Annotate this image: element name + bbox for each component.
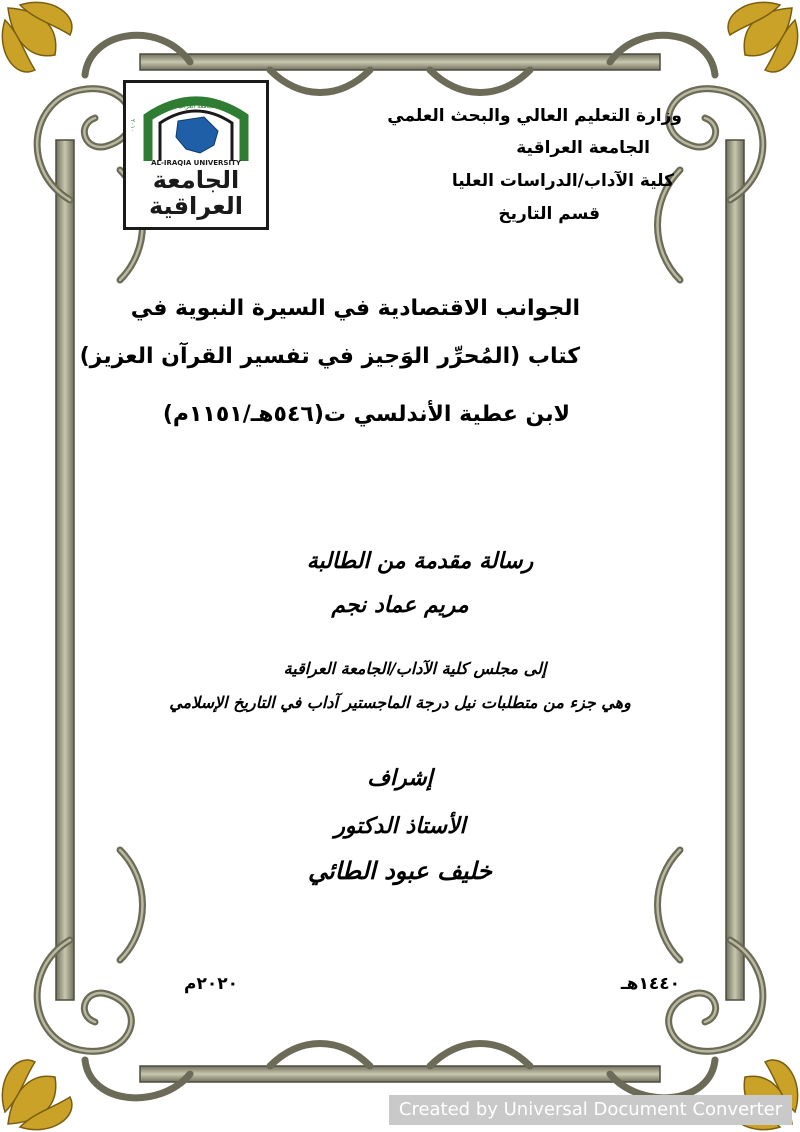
supervisor-rank: الأستاذ الدكتور xyxy=(334,813,466,839)
supervisor-name: خليف عبود الطائي xyxy=(308,856,492,885)
student-name: مريم عماد نجم xyxy=(331,592,469,618)
submission-intro: رسالة مقدمة من الطالبة xyxy=(306,548,534,574)
thesis-title-line3: لابن عطية الأندلسي ت(٥٤٦هـ/١١٥١م) xyxy=(162,402,570,427)
degree-purpose: وهي جزء من متطلبات نيل درجة الماجستير آداب في التاريخ الإسلامي xyxy=(169,693,631,712)
ministry-name: وزارة التعليم العالي والبحث العلمي xyxy=(387,106,682,126)
supervision-label: إشراف xyxy=(367,765,433,791)
department-name: قسم التاريخ xyxy=(498,204,600,224)
logo-year: ٢٠١٠ xyxy=(129,119,136,132)
converter-watermark: Created by Universal Document Converter xyxy=(389,1095,792,1125)
logo-english-name: AL-IRAQIA UNIVERSITY xyxy=(151,159,241,167)
thesis-title-line1: الجوانب الاقتصادية في السيرة النبوية في xyxy=(130,296,580,321)
thesis-title-line2: كتاب (المُحرِّر الوَجيز في تفسير القرآن العزيز) xyxy=(79,344,580,369)
university-name: الجامعة العراقية xyxy=(516,138,650,158)
university-logo xyxy=(123,80,269,230)
hijri-year: ١٤٤٠هـ xyxy=(620,974,680,994)
logo-arabic-line2: العراقية xyxy=(148,192,243,220)
college-name: كلية الآداب/الدراسات العليا xyxy=(451,171,674,191)
logo-arc-text: الجامعة العراقية xyxy=(176,103,216,110)
logo-arabic-line1: الجامعة xyxy=(152,166,240,194)
submitted-to: إلى مجلس كلية الآداب/الجامعة العراقية xyxy=(283,659,547,678)
gregorian-year: ٢٠٢٠م xyxy=(184,974,238,994)
